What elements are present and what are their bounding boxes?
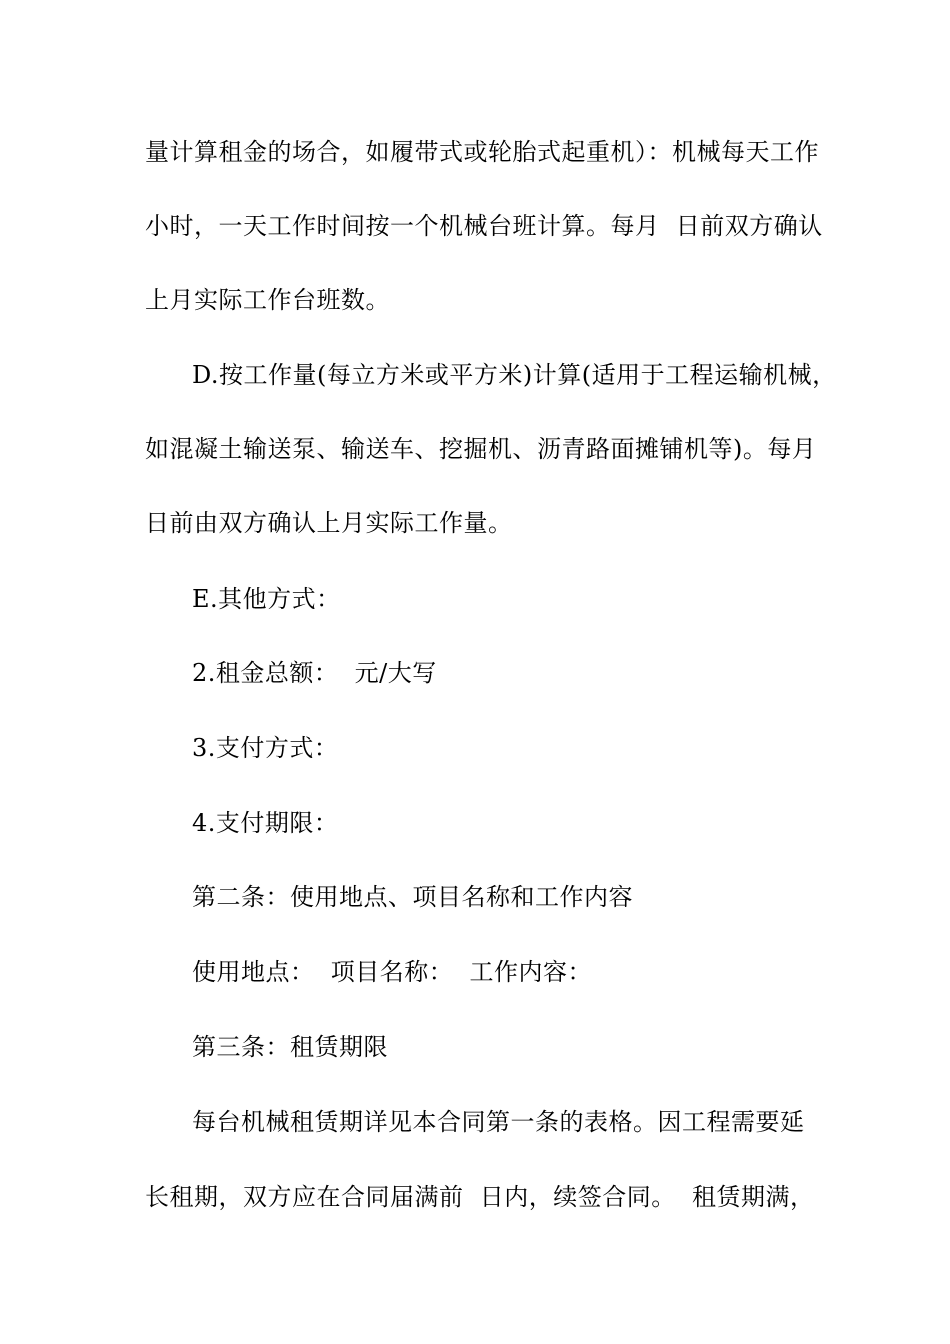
text-line: 小时，一天工作时间按一个机械台班计算。每月 日前双方确认 — [145, 212, 823, 240]
text-line: 量计算租金的场合，如履带式或轮胎式起重机）：机械每天工作 — [145, 138, 819, 166]
text-line: 长租期，双方应在合同届满前 日内，续签合同。 租赁期满， — [145, 1183, 815, 1211]
text-line: E.其他方式： — [192, 585, 341, 613]
section-heading: 第二条：使用地点、项目名称和工作内容 — [192, 883, 633, 911]
text-line: 4.支付期限： — [192, 809, 339, 837]
text-line: 每台机械租赁期详见本合同第一条的表格。因工程需要延 — [192, 1108, 805, 1136]
text-line: 上月实际工作台班数。 — [145, 286, 390, 314]
text-line: 2.租金总额： 元/大写 — [192, 659, 437, 687]
text-line: 如混凝土输送泵、输送车、挖掘机、沥青路面摊铺机等)。每月 — [145, 435, 817, 463]
text-line: 使用地点： 项目名称： 工作内容： — [192, 958, 593, 986]
text-line: D.按工作量(每立方米或平方米)计算(适用于工程运输机械， — [192, 361, 837, 389]
text-line: 3.支付方式： — [192, 734, 339, 762]
text-line: 日前由双方确认上月实际工作量。 — [145, 509, 513, 537]
section-heading: 第三条：租赁期限 — [192, 1033, 388, 1061]
